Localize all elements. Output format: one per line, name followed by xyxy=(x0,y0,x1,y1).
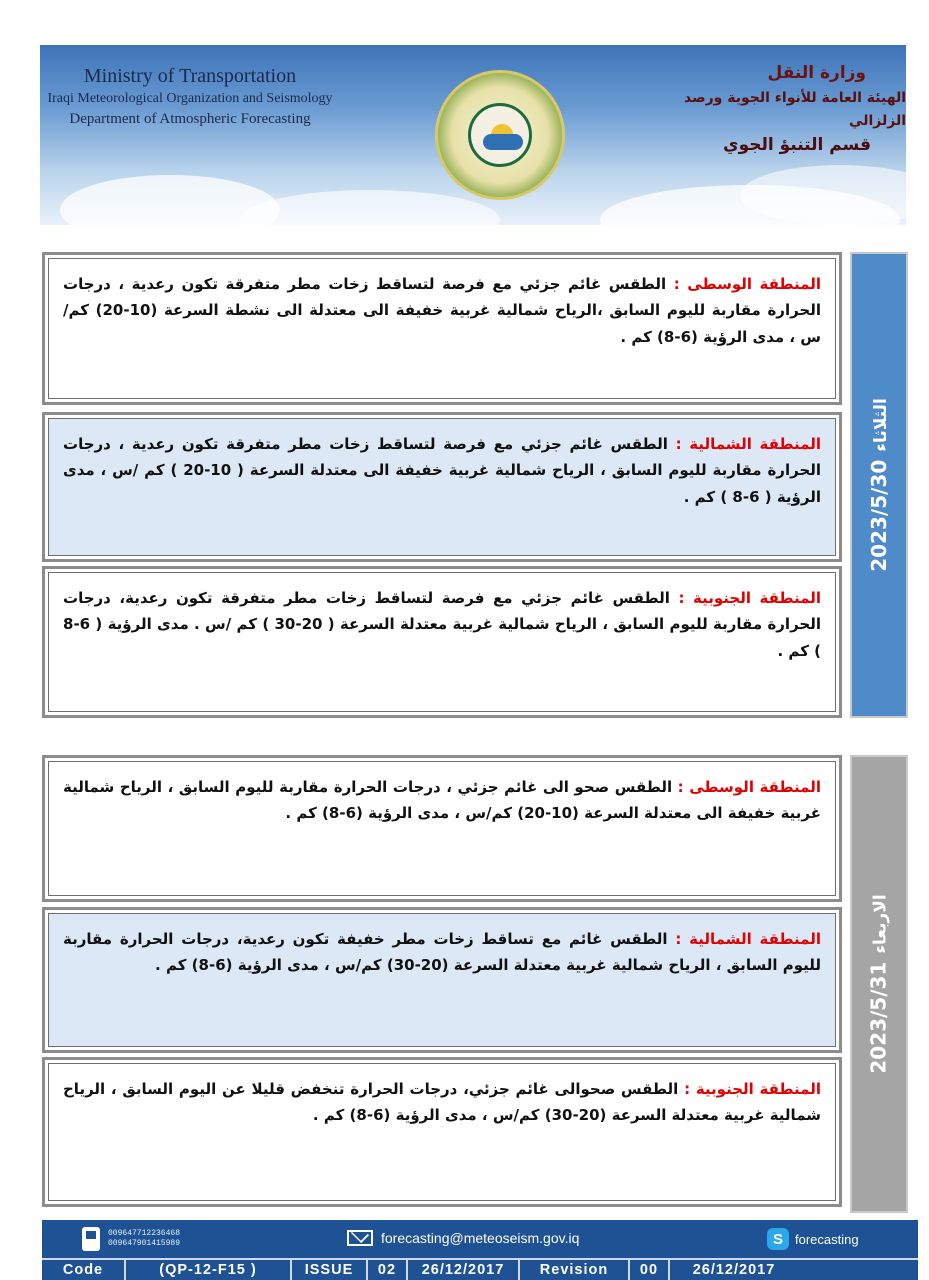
day-name: الثلاثاء xyxy=(871,398,892,452)
day-label xyxy=(867,894,891,1073)
region-text-box xyxy=(48,572,836,712)
document-code-bar xyxy=(42,1258,918,1280)
region-name: المنطقة الجنوبية : xyxy=(684,1080,821,1098)
skype-contact[interactable] xyxy=(767,1228,859,1250)
mail-icon xyxy=(347,1230,373,1246)
issue-value: 02 xyxy=(368,1260,408,1280)
code-label: Code xyxy=(42,1260,126,1280)
region-name: المنطقة الجنوبية : xyxy=(678,589,821,607)
day-forecast-tuesday xyxy=(42,252,908,718)
region-forecast-text: الطقس غائم جزئي مع فرصة لتساقط زخات مطر متفرقة تكون رعدية ، درجات الحرارة مقاربة لليوم السابق ،الرياح شمالية غربية خفيفة الى معتدلة الى نشطة السرعة (10-20) كم/س ، مدى الرؤية (6-8) كم . xyxy=(63,275,821,346)
day-date: 2023/5/31 xyxy=(867,961,892,1074)
region-south xyxy=(42,566,842,718)
header-english xyxy=(40,63,340,129)
phone-numbers xyxy=(108,1229,180,1248)
region-text-box xyxy=(48,913,836,1047)
region-forecast-text: الطقس صحوالى غائم جزئي، درجات الحرارة تنخفض قليلا عن اليوم السابق ، الرياح شمالية غربية معتدلة السرعة (20-30) كم/س ، مدى الرؤية (6-8) كم . xyxy=(63,1080,821,1125)
day-label-tab xyxy=(850,252,908,718)
issue-label: ISSUE xyxy=(292,1260,368,1280)
organization-name-en: Iraqi Meteorological Organization and Seismology xyxy=(47,91,333,106)
header-arabic xyxy=(646,60,906,159)
banner-cloud xyxy=(240,190,500,225)
region-south xyxy=(42,1057,842,1207)
department-name-en: Department of Atmospheric Forecasting xyxy=(69,110,311,127)
email-contact[interactable] xyxy=(347,1230,579,1246)
region-name: المنطقة الوسطى : xyxy=(677,778,821,796)
region-text-box xyxy=(48,258,836,399)
skype-handle[interactable]: forecasting xyxy=(795,1231,859,1247)
region-central xyxy=(42,252,842,405)
organization-seal-icon xyxy=(435,70,565,200)
contact-bar xyxy=(42,1220,918,1258)
phone-number-1: 009647712236468 xyxy=(108,1229,181,1239)
day-label-tab xyxy=(850,755,908,1213)
department-name-ar: قسم التنبؤ الجوي xyxy=(723,134,871,155)
ministry-name-ar: وزارة النقل xyxy=(767,63,866,83)
phone-icon xyxy=(82,1227,100,1251)
region-text-box xyxy=(48,761,836,896)
revision-label: Revision xyxy=(520,1260,630,1280)
skype-icon: S xyxy=(767,1228,789,1250)
region-name: المنطقة الشمالية : xyxy=(675,930,821,948)
code-value: (QP-12-F15 ) xyxy=(126,1260,292,1280)
day-forecast-wednesday xyxy=(42,755,908,1213)
revision-value: 00 xyxy=(630,1260,670,1280)
region-north xyxy=(42,907,842,1053)
email-address[interactable]: forecasting@meteoseism.gov.iq xyxy=(381,1230,580,1246)
seal-emblem xyxy=(468,103,532,167)
region-forecast-text: الطقس غائم جزئي مع فرصة لتساقط زخات مطر متفرقة تكون رعدية، درجات الحرارة مقاربة لليوم السابق ، الرياح شمالية غربية معتدلة السرعة ( 20-30 ) كم /س . مدى الرؤية ( 6-8 ) كم . xyxy=(63,589,821,660)
region-north xyxy=(42,412,842,562)
ministry-name-en: Ministry of Transportation xyxy=(83,65,297,87)
region-text-box xyxy=(48,418,836,556)
day-date: 2023/5/30 xyxy=(867,459,892,572)
region-forecast-text: الطقس صحو الى غائم جزئي ، درجات الحرارة مقاربة لليوم السابق ، الرياح شمالية غربية خفيفة الى معتدلة السرعة (10-20) كم/س ، مدى الرؤية (6-8) كم . xyxy=(63,778,821,823)
header-banner xyxy=(40,45,906,225)
day-label xyxy=(867,398,891,572)
region-name: المنطقة الشمالية : xyxy=(675,435,821,453)
region-text-box xyxy=(48,1063,836,1201)
region-forecast-text: الطقس غائم جزئي مع فرصة لتساقط زخات مطر متفرقة تكون رعدية ، درجات الحرارة مقاربة لليوم السابق ، الرياح شمالية غربية خفيفة الى معتدلة السرعة ( 10-20 ) كم /س ، مدى الرؤية ( 6-8 ) كم . xyxy=(63,435,821,506)
revision-date: 26/12/2017 xyxy=(692,1262,776,1278)
footer xyxy=(42,1220,918,1280)
organization-name-ar: الهيئة العامة للأنواء الجوية ورصد الزلزالي xyxy=(683,90,906,129)
day-name: الاربعاء xyxy=(871,894,892,954)
region-forecast-text: الطقس غائم مع تساقط زخات مطر خفيفة تكون رعدية، درجات الحرارة مقاربة لليوم السابق ، الرياح شمالية غربية معتدلة السرعة (20-30) كم/س ، مدى الرؤية (6-8) كم . xyxy=(63,930,821,975)
phone-number-2: 009647901415989 xyxy=(108,1239,181,1248)
region-central xyxy=(42,755,842,902)
cloud-icon xyxy=(483,134,523,150)
phone-contact xyxy=(82,1227,180,1251)
issue-date: 26/12/2017 xyxy=(408,1260,520,1280)
region-name: المنطقة الوسطى : xyxy=(673,275,821,293)
